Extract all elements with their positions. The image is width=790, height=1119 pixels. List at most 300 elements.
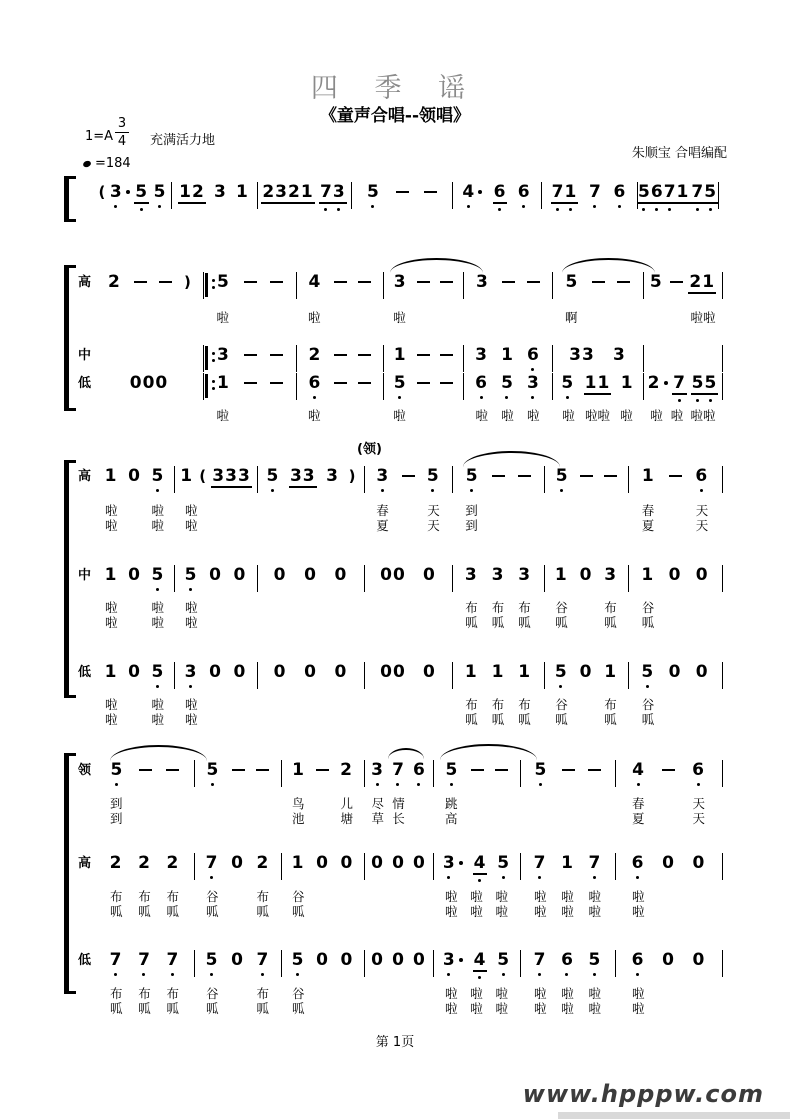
- digit: 6: [692, 760, 705, 780]
- note: [533, 950, 548, 970]
- digit: 0: [423, 662, 436, 682]
- digit: 0: [380, 565, 393, 585]
- lyric: 夏: [631, 811, 645, 826]
- digit: 0: [668, 565, 682, 585]
- lyric: 啦: [470, 1001, 483, 1016]
- lyric: 啦: [562, 408, 575, 423]
- digit: 5: [501, 373, 514, 393]
- note-digits: [213, 182, 228, 202]
- lyric-measure: [452, 600, 544, 616]
- measure: [174, 565, 258, 592]
- digit: 2: [288, 182, 301, 202]
- lyric: 呱: [491, 712, 505, 727]
- lyric-measure: [257, 503, 364, 519]
- lyric-measure: [452, 518, 544, 534]
- lyric: 啦: [631, 986, 645, 1001]
- measure: [552, 272, 644, 299]
- lyric-measure: [95, 600, 174, 616]
- lyric: 啦: [151, 697, 164, 712]
- lyric: 啦: [307, 408, 321, 423]
- note-digits: [315, 853, 330, 873]
- key-signature: 1=A: [85, 129, 114, 144]
- note-digits: [442, 950, 457, 970]
- note-digits: [308, 373, 323, 393]
- lyric-measure: [174, 503, 257, 519]
- digit: 2: [308, 345, 322, 365]
- system-bracket: [64, 176, 76, 222]
- note-digits: [166, 853, 181, 873]
- lyric-measure: [615, 1001, 722, 1017]
- measure: [95, 662, 175, 689]
- digit: 6: [695, 466, 708, 486]
- digit: 2: [340, 760, 353, 780]
- slur: [110, 745, 207, 761]
- lyric: 布: [465, 697, 478, 712]
- note-digits: [668, 662, 683, 682]
- lyric: 啦: [495, 986, 508, 1001]
- digit: 0: [304, 662, 317, 682]
- note: [560, 853, 575, 873]
- dash-note: [232, 769, 245, 771]
- dash-note: [670, 281, 683, 283]
- note-digits: [647, 373, 662, 393]
- lyric-measure: [433, 1001, 520, 1017]
- note: [442, 853, 464, 873]
- lyric: 啦: [631, 889, 645, 904]
- lyric: 谷: [555, 697, 568, 712]
- note: [647, 373, 669, 393]
- dash-note: [166, 769, 179, 771]
- digit: 0: [692, 950, 706, 970]
- dash-note: [502, 281, 515, 283]
- note-digits: [588, 950, 603, 970]
- note-digits: [393, 373, 408, 393]
- octave-dot: [502, 973, 505, 976]
- note-digits: [579, 565, 594, 585]
- digit: 6: [561, 950, 574, 970]
- digit: 2: [262, 182, 276, 202]
- note-digits: [464, 662, 479, 682]
- measure: [541, 182, 638, 209]
- measure: [203, 272, 297, 299]
- digit: 7: [206, 853, 219, 873]
- note-digits: [565, 272, 580, 292]
- digit: 6: [475, 373, 488, 393]
- note-digits: [473, 853, 488, 875]
- note: [230, 950, 245, 970]
- lyric: 啦: [216, 310, 229, 325]
- octave-dot: [646, 685, 649, 688]
- note-digits: [579, 662, 594, 682]
- digit: 7: [589, 853, 602, 873]
- note: [672, 373, 687, 395]
- note-digits: [233, 662, 248, 682]
- note: [370, 950, 385, 970]
- note-digits: [211, 466, 252, 488]
- octave-dot: [668, 208, 671, 211]
- measure: [257, 662, 365, 689]
- lyric: 天: [427, 503, 440, 518]
- lyric-measure: [463, 310, 552, 326]
- measure: [281, 760, 365, 787]
- digit: 1: [565, 182, 578, 202]
- note-digits: [370, 853, 385, 873]
- lyric: 啦: [561, 1001, 574, 1016]
- note: [291, 853, 306, 873]
- note: [391, 853, 406, 873]
- lyric: 啦: [307, 310, 321, 325]
- lyric: 情: [392, 796, 405, 811]
- note-digits: [393, 345, 408, 365]
- digit: 5: [638, 182, 651, 202]
- lyric-measure: [544, 518, 628, 534]
- note: [691, 760, 706, 780]
- note: [308, 373, 323, 393]
- note-digits: [339, 760, 354, 780]
- note: [565, 272, 580, 292]
- lyric-measure: [615, 796, 722, 812]
- note: [551, 182, 579, 204]
- digit: 0: [579, 662, 593, 682]
- lyric-measure: [281, 1001, 364, 1017]
- lyric: 啦: [533, 904, 547, 919]
- digit: 7: [534, 853, 547, 873]
- note-digits: [379, 662, 407, 682]
- octave-dot: [381, 489, 384, 492]
- digit: 0: [392, 853, 405, 873]
- slur: [388, 748, 424, 759]
- lyric: 呱: [518, 712, 531, 727]
- note-digits: [366, 182, 381, 202]
- lyric: 谷: [641, 600, 655, 615]
- dash-note: [334, 354, 347, 356]
- lyric-measure: [95, 811, 194, 827]
- note-digits: [473, 950, 488, 972]
- system-bracket: [64, 753, 76, 994]
- lyric-measure: [95, 408, 203, 424]
- dash-note: [580, 475, 593, 477]
- lyric: 啦: [104, 697, 118, 712]
- digit: 2: [108, 272, 121, 292]
- note: [137, 853, 152, 873]
- measure: [95, 345, 204, 372]
- digit: 3: [302, 466, 316, 486]
- lyric: 布: [604, 697, 617, 712]
- note: [560, 950, 575, 970]
- note: [649, 272, 664, 292]
- note: [475, 272, 490, 292]
- digit: 3: [110, 182, 123, 202]
- note-digits: [526, 373, 541, 393]
- digit: 0: [231, 950, 244, 970]
- measure: [351, 182, 453, 209]
- digit: 1: [104, 466, 118, 486]
- lyric: 啦: [501, 408, 514, 423]
- lyric-measure: [203, 310, 296, 326]
- note: [517, 662, 532, 682]
- measure: [463, 345, 553, 372]
- note-digits: [695, 565, 710, 585]
- note: [555, 466, 570, 486]
- lyric-measure: [520, 986, 615, 1002]
- lyric: 啦: [104, 518, 118, 533]
- digit: 7: [167, 950, 180, 970]
- digit: 7: [320, 182, 333, 202]
- lyric-measure: [364, 600, 452, 616]
- lyric: 啦: [216, 408, 229, 423]
- note: [334, 662, 349, 682]
- lyric: 呱: [291, 1001, 305, 1016]
- octave-dot: [211, 783, 214, 786]
- digit: 1: [676, 182, 690, 202]
- digit: 3: [376, 466, 389, 486]
- measure: [194, 853, 282, 880]
- digit: 5: [367, 182, 380, 202]
- note: [127, 662, 142, 682]
- measure: [643, 272, 723, 299]
- octave-dot: [538, 973, 541, 976]
- lyric-measure: [364, 615, 452, 631]
- measure: [95, 950, 195, 977]
- note: [393, 272, 408, 292]
- lyric-measure: [257, 712, 364, 728]
- measure: [95, 373, 204, 400]
- digit: 3: [582, 345, 595, 365]
- note-digits: [500, 345, 515, 365]
- measure: [552, 373, 644, 400]
- lyric: 呱: [205, 904, 219, 919]
- measure: [95, 853, 195, 880]
- note-digits: [496, 853, 511, 873]
- dash-note: [396, 191, 409, 193]
- lyric: 呱: [604, 712, 617, 727]
- note: [208, 662, 223, 682]
- measure: [95, 760, 195, 787]
- digit: 4: [462, 182, 475, 202]
- note: [109, 853, 124, 873]
- digit: 3: [604, 565, 618, 585]
- dash-note: [334, 382, 347, 384]
- lyric: 呱: [256, 1001, 269, 1016]
- octave-dot: [171, 973, 174, 976]
- digit: 3: [476, 272, 489, 292]
- lead-mark: (领): [357, 442, 382, 457]
- digit: 5: [446, 760, 459, 780]
- lyric-measure: [95, 503, 174, 519]
- note-digits: [491, 662, 506, 682]
- octave-dot: [261, 973, 264, 976]
- note: [661, 853, 676, 873]
- note: [266, 466, 281, 486]
- dash-note: [244, 281, 257, 283]
- note: [273, 662, 288, 682]
- digit: 6: [518, 182, 531, 202]
- note-digits: [554, 565, 569, 585]
- lyric: 到: [465, 518, 478, 533]
- note-digits: [691, 373, 719, 395]
- note-digits: [668, 565, 683, 585]
- lyric: 布: [604, 600, 617, 615]
- lyric: 呱: [109, 904, 123, 919]
- lyric: 谷: [641, 697, 655, 712]
- note-digits: [560, 950, 575, 970]
- digit: 0: [662, 950, 675, 970]
- lyric-measure: [281, 986, 364, 1002]
- lyric: 布: [491, 600, 505, 615]
- dash-note: [604, 475, 617, 477]
- digit: 3: [393, 272, 407, 292]
- note: [412, 760, 427, 780]
- note: [289, 466, 317, 488]
- lyric-measure: [452, 697, 544, 713]
- digit: 0: [209, 565, 222, 585]
- note: [517, 565, 532, 585]
- digit: 3: [217, 345, 230, 365]
- measure: [281, 853, 365, 880]
- octave-dot: [189, 685, 192, 688]
- note: [500, 345, 515, 365]
- note: [339, 760, 354, 780]
- lyric: 啦啦: [690, 408, 716, 423]
- note: [491, 662, 506, 682]
- note: [517, 182, 532, 202]
- lyric: 啦: [561, 986, 574, 1001]
- measure: [452, 466, 545, 493]
- note: [500, 373, 515, 393]
- note-digits: [334, 662, 349, 682]
- digit: 0: [393, 565, 406, 585]
- digit: 0: [695, 662, 709, 682]
- digit: 1: [561, 853, 574, 873]
- digit: 0: [128, 662, 141, 682]
- lyric: 啊: [564, 310, 578, 325]
- note-digits: [500, 373, 515, 393]
- note: [631, 853, 646, 873]
- octave-dot: [470, 489, 473, 492]
- note: [216, 272, 231, 292]
- lyric: 布: [109, 986, 123, 1001]
- lyric-measure: [520, 889, 615, 905]
- digit: 0: [128, 565, 141, 585]
- lyric: 啦: [533, 986, 547, 1001]
- measure: [628, 662, 723, 689]
- note-digits: [391, 760, 406, 780]
- note: [533, 853, 548, 873]
- digit: 6: [494, 182, 507, 202]
- measure: [257, 182, 352, 209]
- note: [464, 565, 479, 585]
- lyric: 布: [256, 986, 269, 1001]
- note-digits: [370, 950, 385, 970]
- page-number: 第 1页: [375, 1035, 415, 1050]
- octave-dot: [709, 399, 712, 402]
- note: [151, 565, 166, 585]
- octave-dot: [376, 783, 379, 786]
- measure: [257, 466, 365, 493]
- note: [474, 373, 489, 393]
- voice-label: 中: [78, 568, 92, 583]
- lyric-measure: [643, 310, 722, 326]
- note: [315, 950, 330, 970]
- lyric-measure: [281, 811, 364, 827]
- note-digits: [641, 466, 656, 486]
- lyric-measure: [628, 600, 722, 616]
- digit: 7: [138, 950, 151, 970]
- digit: 0: [334, 662, 348, 682]
- note: [445, 760, 460, 780]
- lyric: 春: [631, 796, 645, 811]
- time-denominator: 4: [117, 134, 127, 149]
- lyric: 啦: [104, 615, 118, 630]
- lyric-measure: [364, 1001, 433, 1017]
- digit: 1: [641, 466, 655, 486]
- digit: 1: [702, 272, 716, 292]
- octave-dot: [556, 208, 559, 211]
- dash-note: [244, 354, 257, 356]
- lyric: 呱: [256, 904, 269, 919]
- digit: 1: [597, 373, 611, 393]
- measure: [95, 272, 204, 299]
- digit: 0: [233, 565, 247, 585]
- digit: 1: [584, 373, 598, 393]
- note-digits: [555, 466, 570, 486]
- digit: 3: [185, 662, 198, 682]
- digit: 1: [217, 373, 230, 393]
- note-digits: [461, 182, 476, 202]
- note-digits: [517, 662, 532, 682]
- note-digits: [588, 853, 603, 873]
- lyric: 天: [695, 518, 709, 533]
- voice-label: 低: [78, 665, 92, 680]
- lyric: 到: [465, 503, 478, 518]
- lyric-measure: [615, 904, 722, 920]
- octave-dot: [398, 396, 401, 399]
- measure: [520, 853, 616, 880]
- note: [412, 950, 427, 970]
- note: [256, 853, 271, 873]
- measure: [383, 345, 464, 372]
- note: [640, 565, 655, 585]
- note: [166, 853, 181, 873]
- digit: 3: [491, 565, 505, 585]
- lyric: 呱: [641, 712, 655, 727]
- octave-dot: [531, 396, 534, 399]
- note: [303, 565, 318, 585]
- lyric: 啦: [631, 904, 645, 919]
- note: [603, 565, 618, 585]
- note: [104, 466, 119, 486]
- measure: [383, 373, 464, 400]
- lyric-measure: [552, 310, 643, 326]
- digit: 1: [491, 662, 505, 682]
- lyric-measure: [364, 986, 433, 1002]
- note: [391, 760, 406, 780]
- digit: 1: [393, 345, 407, 365]
- note-digits: [230, 853, 245, 873]
- lyric: 呱: [491, 615, 505, 630]
- note-digits: [391, 853, 406, 873]
- octave-dot: [114, 205, 117, 208]
- digit: 1: [518, 662, 532, 682]
- lyric-measure: [203, 408, 296, 424]
- slur: [390, 258, 483, 273]
- lyric: 啦: [588, 1001, 601, 1016]
- lyric-measure: [281, 904, 364, 920]
- octave-dot: [396, 783, 399, 786]
- lyric-measure: [194, 986, 281, 1002]
- note: [334, 565, 349, 585]
- digit: 3: [371, 760, 384, 780]
